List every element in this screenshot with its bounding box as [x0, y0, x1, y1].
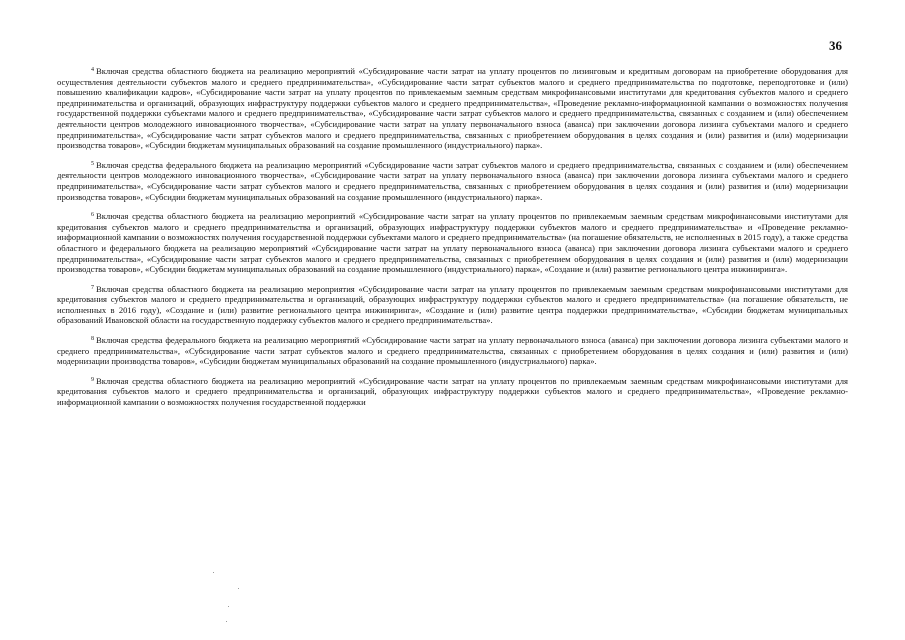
footnote-marker: 5	[91, 160, 94, 167]
footnote-text: Включая средства областного бюджета на реализацию мероприятий «Субсидирование части затрат на уплату процентов по привлекаемым заемным средствам микрофинансовыми институтами для кредитования субъектов малого и среднего предпринимательства и организаций, образующих инфраструктуру поддержки субъектов малого и среднего предпринимательства» и «Проведение рекламно-информационной кампании о возможностях получения государственной поддержки субъектами малого и среднего предпринимательства» (на погашение обязательств, не исполненных в 2015 году), а также средства областного и федерального бюджета на реализацию мероприятий «Субсидирование части затрат на уплату первоначального взноса (аванса) при заключении договора лизинга субъектами малого и среднего предпринимательства», «Субсидирование части затрат субъектов малого и среднего предпринимательства, связанных с приобретением оборудования в целях создания и (или) развития и (или) модернизации производства товаров», «Субсидии бюджетам муниципальных образований на создание промышленного (индустриального) парка», «Создание и (или) развитие регионального центра инжиниринга».	[57, 211, 848, 275]
footnote-marker: 8	[91, 336, 94, 343]
page-number: 36	[829, 38, 842, 53]
footnote-marker: 6	[91, 212, 94, 219]
footnote-6	[57, 211, 848, 275]
footnote-text: Включая средства областного бюджета на реализацию мероприятия «Субсидирование части затрат на уплату процентов по привлекаемым заемным средствам микрофинансовыми институтами для кредитования субъектов малого и среднего предпринимательства и организаций, образующих инфраструктуру поддержки субъектов малого и среднего предпринимательства» (на погашение обязательств, не исполненных в 2016 году), «Создание и (или) развитие регионального центра инжиниринга», «Создание и (или) развитие центра поддержки предпринимательства», «Субсидии бюджетам муниципальных образований Ивановской области на государственную поддержку субъектов малого и среднего предпринимательства».	[57, 283, 848, 326]
footnote-text: Включая средства областного бюджета на реализацию мероприятий «Субсидирование части затрат на уплату процентов по лизинговым и кредитным договорам на приобретение оборудования для осуществления деятельности субъектов малого и среднего предпринимательства», «Субсидирование части затрат субъектов малого и среднего предпринимательства по подготовке, переподготовке и (или) повышению квалификации кадров», «Субсидирование части затрат на уплату процентов по привлекаемым заемным средствам микрофинансовыми институтами для кредитования субъектов малого и среднего предпринимательства и организаций, образующих инфраструктуру поддержки субъектов малого и среднего предпринимательства», «Проведение рекламно-информационной кампании о возможностях получения государственной поддержки субъектами малого и среднего предпринимательства», «Субсидирование части затрат субъектов малого и среднего предпринимательства, связанных с созданием и (или) обеспечением деятельности центров молодежного инновационного творчества», «Субсидирование части затрат на уплату первоначального взноса (аванса) при заключении договора лизинга субъектами малого и среднего предпринимательства», «Субсидирование части затрат субъектов малого и среднего предпринимательства, связанных с приобретением оборудования в целях создания и (или) развития и (или) модернизации производства товаров», «Субсидии бюджетам муниципальных образований на создание промышленного (индустриального) парка».	[57, 66, 848, 151]
footnote-text: Включая средства федерального бюджета на реализацию мероприятий «Субсидирование части затрат на уплату первоначального взноса (аванса) при заключении договора лизинга субъектами малого и среднего предпринимательства», «Субсидирование части затрат субъектов малого и среднего предпринимательства, связанных с приобретением оборудования в целях создания и (или) развития и (или) модернизации производства товаров», «Субсидии бюджетам муниципальных образований на создание промышленного (индустриального) парка».	[57, 335, 848, 367]
footnote-8	[57, 335, 848, 367]
scan-speck	[213, 572, 214, 573]
footnote-marker: 9	[91, 376, 94, 383]
footnote-text: Включая средства федерального бюджета на реализацию мероприятий «Субсидирование части затрат субъектов малого и среднего предпринимательства, связанных с созданием и (или) обеспечением деятельности центров молодежного инновационного творчества», «Субсидирование части затрат на уплату первоначального взноса (аванса) при заключении договора лизинга субъектами малого и среднего предпринимательства», «Субсидирование части затрат субъектов малого и среднего предпринимательства, связанных с приобретением оборудования в целях создания и (или) развития и (или) модернизации производства товаров», «Субсидии бюджетам муниципальных образований на создание промышленного (индустриального) парка».	[57, 159, 848, 202]
scan-speck	[238, 588, 239, 589]
scan-speck	[228, 606, 229, 607]
footnote-marker: 7	[91, 284, 94, 291]
footnote-9	[57, 376, 848, 408]
footnote-marker: 4	[91, 67, 94, 73]
footnote-text: Включая средства областного бюджета на реализацию мероприятий «Субсидирование части затрат на уплату процентов по привлекаемым заемным средствам микрофинансовыми институтами для кредитования субъектов малого и среднего предпринимательства и организаций, образующих инфраструктуру поддержки субъектов малого и среднего предпринимательства», «Проведение рекламно-информационной кампании о возможностях получения государственной поддержки	[57, 375, 848, 408]
footnote-7	[57, 284, 848, 326]
footnote-5	[57, 160, 848, 202]
footnote-4	[57, 66, 848, 151]
scan-speck	[226, 621, 227, 622]
footnotes-section	[57, 66, 848, 417]
